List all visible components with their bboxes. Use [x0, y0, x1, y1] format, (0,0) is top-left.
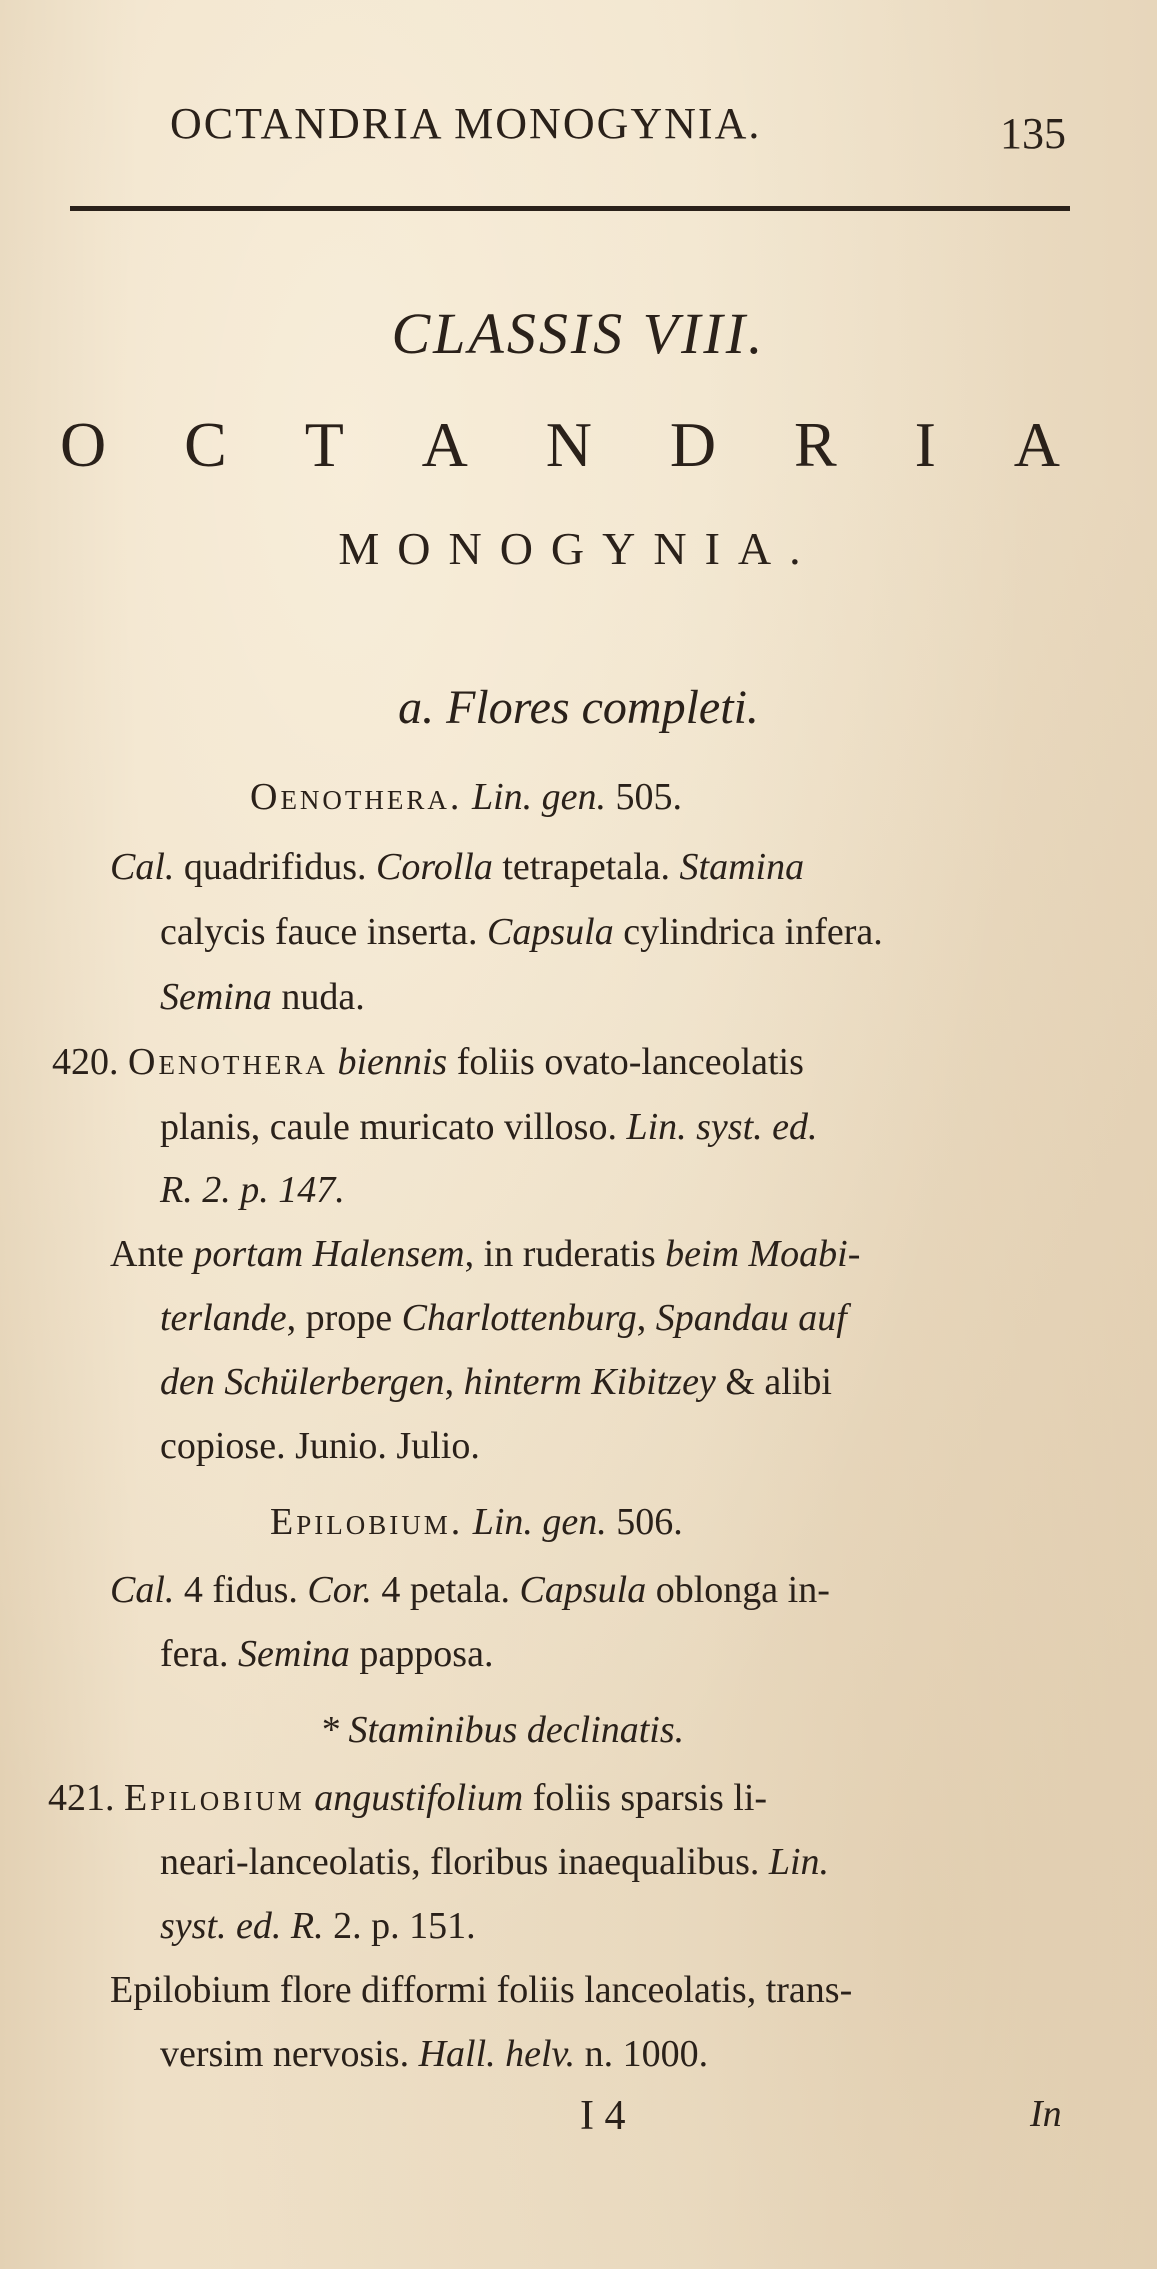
text: papposa.: [349, 1633, 494, 1675]
header-rule: [70, 206, 1070, 211]
class-name-letter: N: [545, 409, 592, 480]
term: Semina: [160, 976, 272, 1018]
text: foliis ovato-lanceolatis: [447, 1041, 804, 1083]
habitat-420-line-3: [160, 1360, 832, 1404]
text: , prope: [286, 1297, 402, 1339]
text: nuda.: [271, 976, 365, 1018]
genus-ref: Lin. gen.: [472, 1501, 607, 1543]
place: terlande: [160, 1297, 287, 1339]
place: den Schülerbergen: [160, 1361, 445, 1403]
signature-mark: I 4: [580, 2093, 626, 2139]
text: cylindrica infera.: [613, 911, 883, 953]
class-name-letter: R: [794, 409, 837, 480]
species-epithet: biennis: [337, 1041, 448, 1083]
class-name-letter: O: [60, 409, 107, 480]
class-name-letter: C: [184, 409, 227, 480]
order-name-heading: MONOGYNIA.: [338, 523, 819, 574]
synonym-line-1: Epilobium flore difformi foliis lanceolatis, trans-: [110, 1969, 853, 2011]
reference: Lin. syst. ed.: [626, 1106, 818, 1148]
genus-heading-epilobium: [270, 1500, 683, 1544]
term: Corolla: [375, 846, 493, 888]
species-epithet: angustifolium: [314, 1777, 524, 1819]
subsection-heading: a. Flores completi.: [398, 681, 759, 734]
place: portam Halensem: [193, 1233, 465, 1275]
text: ,: [636, 1297, 656, 1339]
place: Charlottenburg: [401, 1297, 637, 1339]
reference: syst. ed. R.: [160, 1905, 324, 1947]
text: & alibi: [715, 1361, 832, 1403]
oenothera-desc-line-1: [110, 845, 804, 889]
species-genus: Epilobium: [124, 1777, 305, 1819]
term: Cal.: [110, 1569, 175, 1611]
class-name-heading: [60, 408, 1060, 482]
habitat-420-line-2: [160, 1296, 847, 1340]
text: tetrapetala.: [492, 846, 680, 888]
reference: Hall. helv.: [418, 2033, 576, 2075]
class-name-letter: A: [1013, 409, 1060, 480]
term: Capsula: [487, 911, 614, 953]
term: Semina: [238, 1633, 350, 1675]
running-head: OCTANDRIA MONOGYNIA.: [170, 99, 762, 148]
species-421-line-2: [160, 1840, 829, 1884]
text: Ante: [110, 1233, 194, 1275]
habitat-420-line-1: [110, 1232, 860, 1276]
text: ,: [444, 1361, 464, 1403]
species-420-line-1: [52, 1040, 804, 1084]
genus-ref: Lin. gen.: [471, 776, 606, 818]
place: Spandau auf: [655, 1297, 847, 1339]
species-number: 420.: [52, 1041, 119, 1083]
reference: Lin.: [768, 1841, 830, 1883]
oenothera-desc-line-2: [160, 910, 883, 954]
species-number: 421.: [48, 1777, 115, 1819]
epilobium-desc-line-1: [110, 1568, 830, 1612]
species-421-line-1: [48, 1776, 767, 1820]
term: Cal.: [110, 846, 175, 888]
catchword: In: [1030, 2093, 1062, 2135]
genus-number: 506.: [616, 1501, 683, 1543]
text: quadrifidus.: [174, 846, 376, 888]
text: 4 petala.: [371, 1569, 520, 1611]
genus-number: 505.: [615, 776, 682, 818]
class-name-letter: T: [304, 409, 344, 480]
genus-name: Oenothera.: [250, 776, 463, 818]
text: calycis fauce inserta.: [160, 911, 488, 953]
text: planis, caule muricato villoso.: [160, 1106, 627, 1148]
place: hinterm Kibitzey: [463, 1361, 716, 1403]
text: oblonga in-: [646, 1569, 830, 1611]
species-genus: Oenothera: [128, 1041, 328, 1083]
term: Capsula: [519, 1569, 647, 1611]
text: 4 fidus.: [174, 1569, 308, 1611]
genus-heading-oenothera: [250, 775, 682, 819]
epilobium-desc-line-2: [160, 1632, 493, 1676]
term: Stamina: [679, 846, 805, 888]
habitat-420-line-4: copiose. Junio. Julio.: [160, 1425, 480, 1467]
page-number: 135: [1000, 109, 1066, 158]
place: beim Moabi-: [665, 1233, 861, 1275]
species-420-line-3: R. 2. p. 147.: [160, 1169, 345, 1211]
text: versim nervosis.: [160, 2033, 419, 2075]
species-420-line-2: [160, 1105, 818, 1149]
oenothera-desc-line-3: [160, 975, 365, 1019]
class-name-letter: A: [421, 409, 468, 480]
species-421-line-3: [160, 1904, 476, 1948]
text: n. 1000.: [575, 2033, 709, 2075]
class-name-letter: D: [669, 409, 717, 480]
text: foliis sparsis li-: [523, 1777, 768, 1819]
text: fera.: [160, 1633, 239, 1675]
classis-heading: CLASSIS VIII.: [391, 301, 766, 366]
synonym-line-2: [160, 2032, 708, 2076]
genus-name: Epilobium.: [270, 1501, 464, 1543]
text: , in ruderatis: [464, 1233, 666, 1275]
text: neari-lanceolatis, floribus inaequalibus.: [160, 1841, 769, 1883]
class-name-letter: I: [914, 409, 936, 480]
section-heading: * Staminibus declinatis.: [320, 1709, 685, 1751]
term: Cor.: [307, 1569, 372, 1611]
text: 2. p. 151.: [323, 1905, 476, 1947]
